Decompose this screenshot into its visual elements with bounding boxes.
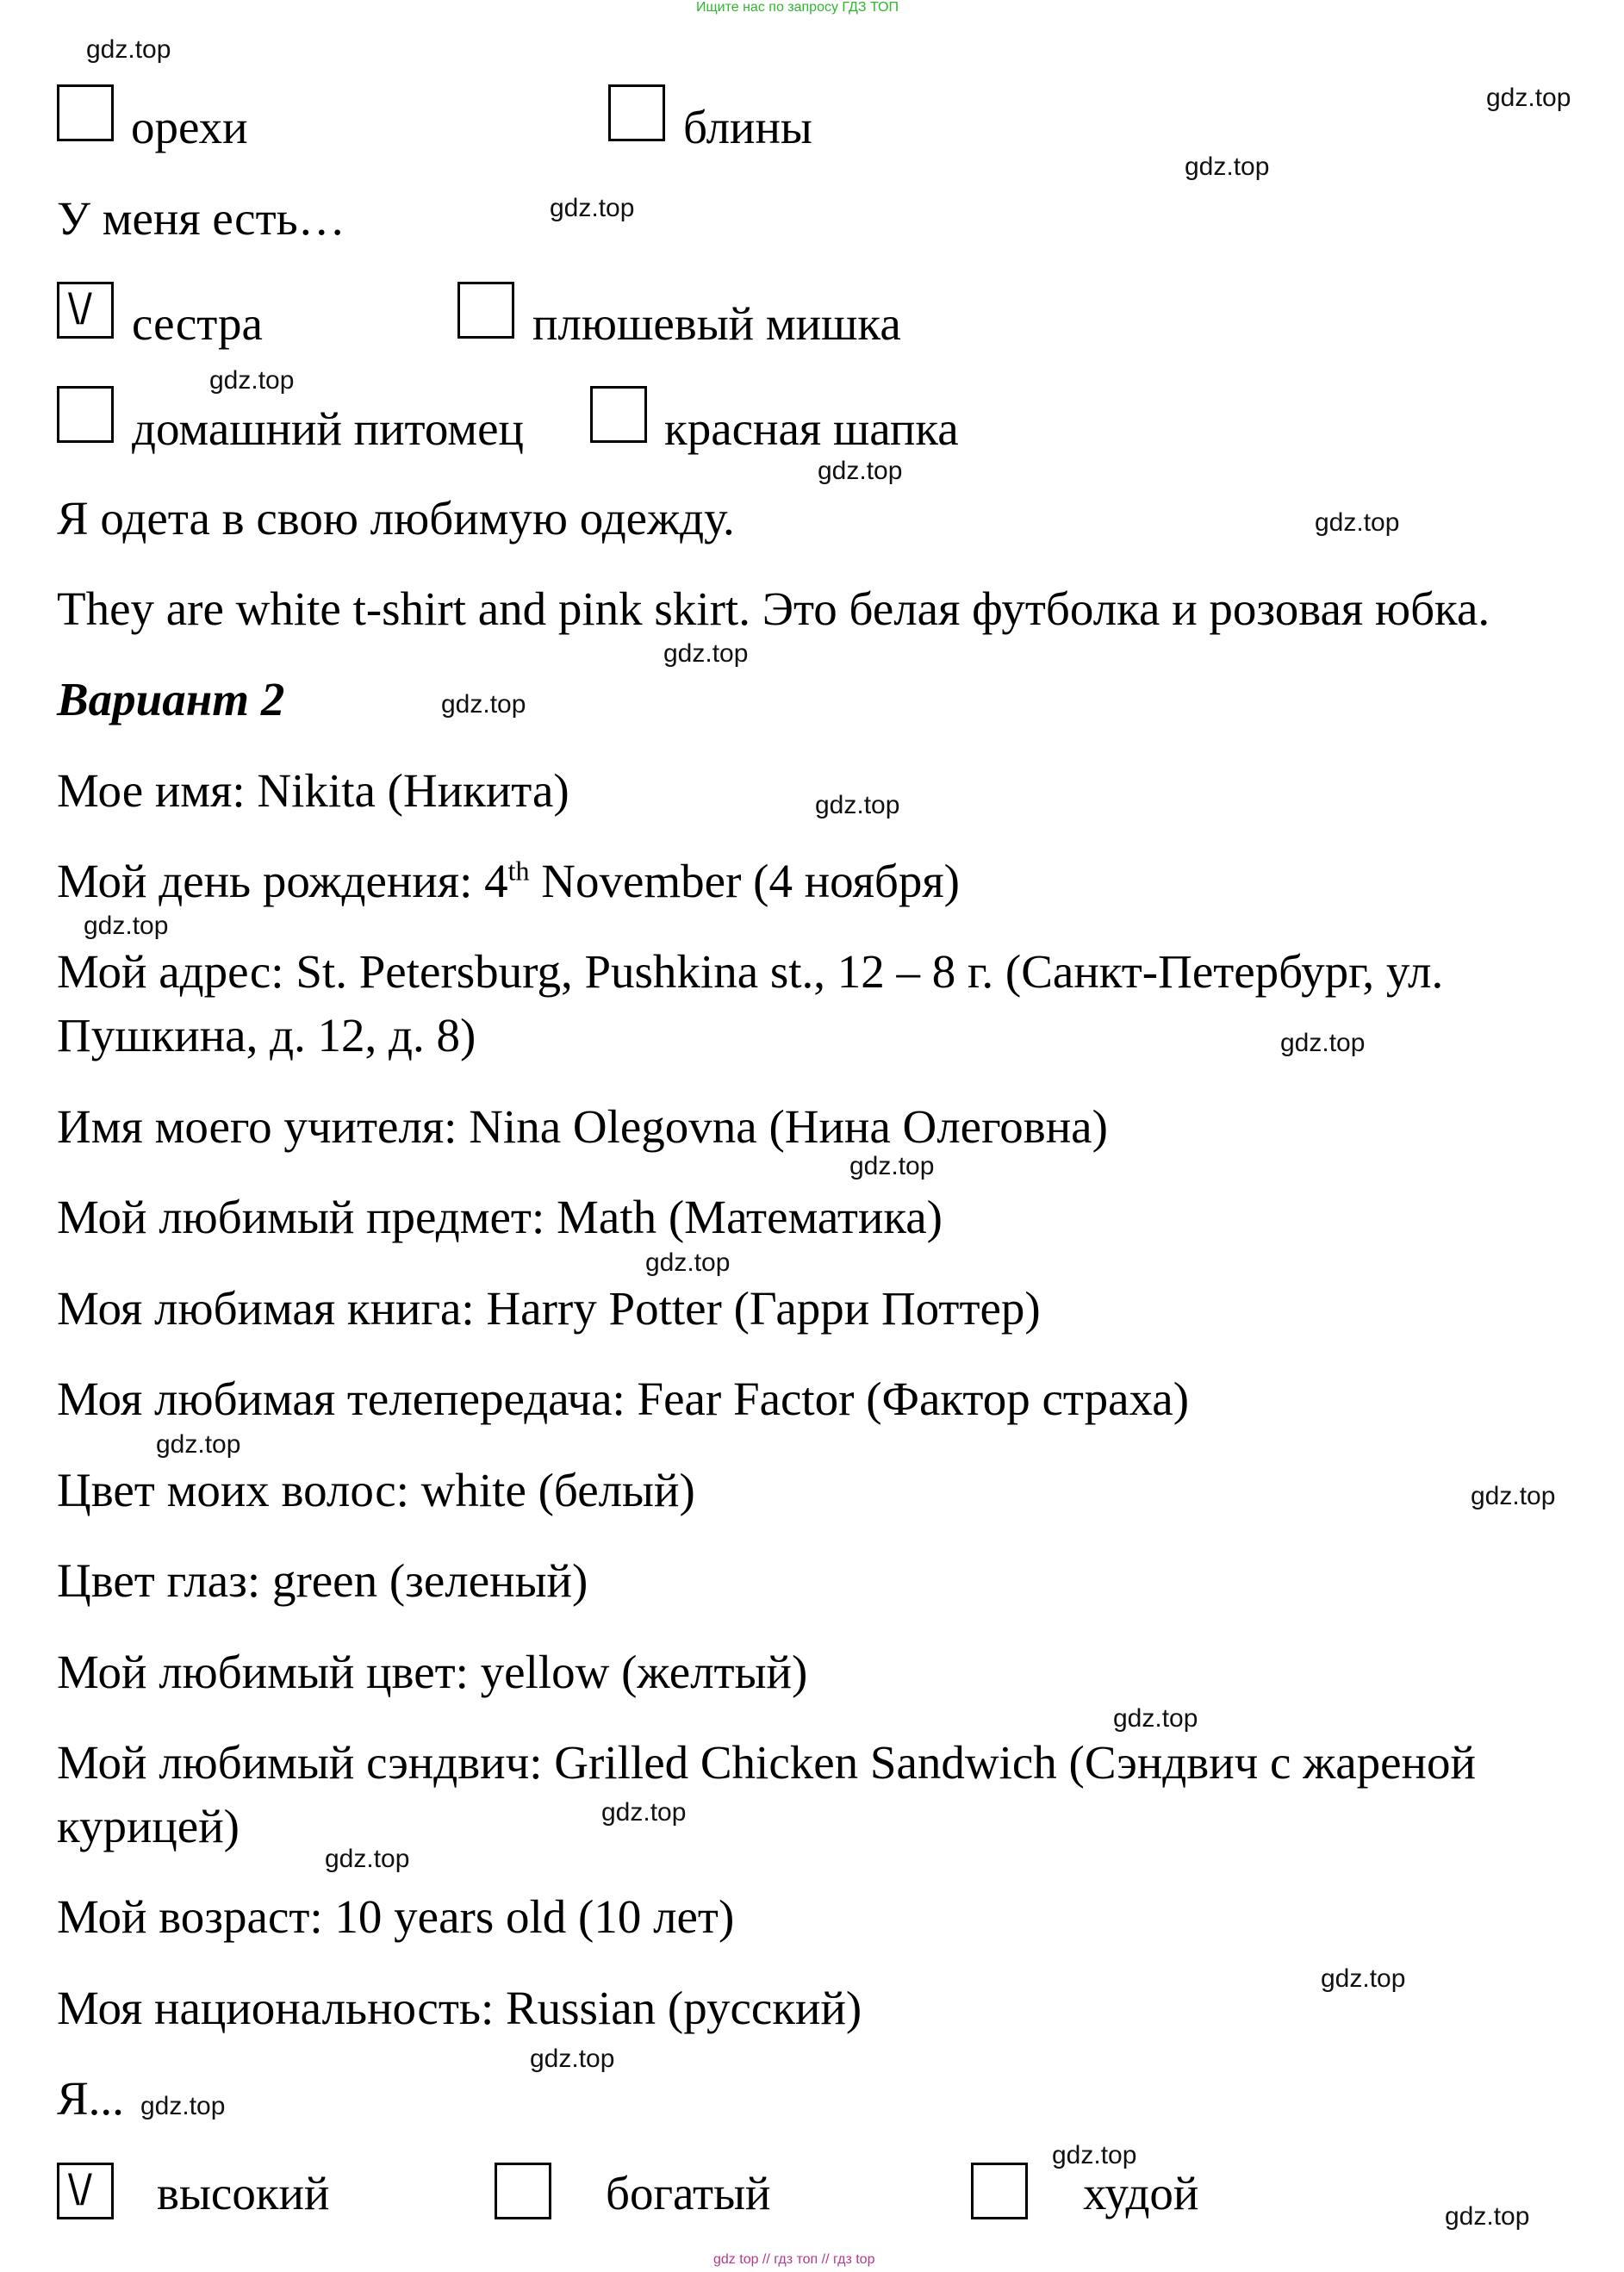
trait-thin-label: худой	[1083, 2167, 1199, 2219]
clothes-line: Я одета в свою любимую одежду.	[57, 492, 735, 545]
watermark: gdz.top	[530, 2045, 615, 2073]
watermark: gdz.top	[86, 35, 171, 64]
checkbox-teddy-bear[interactable]	[457, 282, 514, 339]
watermark: gdz.top	[325, 1845, 410, 1873]
watermark: gdz.top	[1445, 2202, 1530, 2231]
watermark: gdz.top	[550, 194, 635, 222]
checkbox-red-hat[interactable]	[590, 386, 647, 443]
watermark: gdz.top	[601, 1798, 687, 1827]
option-red-hat-label: красная шапка	[664, 402, 959, 455]
answer-hair: Цвет моих волос: white (белый)	[57, 1464, 695, 1516]
checkbox-sister[interactable]	[57, 282, 114, 339]
watermark: gdz.top	[815, 791, 900, 819]
option-pancakes-label: блины	[683, 101, 812, 153]
check-mark-icon: \/	[68, 2166, 92, 2214]
answer-sandwich-line-2: курицей)	[57, 1800, 240, 1852]
watermark: gdz.top	[1471, 1482, 1556, 1510]
clothes-answer: They are white t-shirt and pink skirt. Это белая футболка и розовая юбка.	[57, 582, 1490, 635]
checkbox-rich[interactable]	[495, 2163, 551, 2219]
watermark: gdz.top	[1280, 1029, 1366, 1057]
watermark: gdz.top	[156, 1430, 241, 1459]
checkbox-tall[interactable]	[57, 2163, 114, 2219]
answer-address-line-2: Пушкина, д. 12, д. 8)	[57, 1009, 476, 1061]
watermark: gdz.top	[140, 2092, 226, 2120]
top-search-note: Ищите нас по запросу ГДЗ ТОП	[696, 0, 899, 15]
watermark: gdz.top	[1321, 1964, 1406, 1993]
trait-rich-label: богатый	[606, 2167, 771, 2219]
option-teddy-bear-label: плюшевый мишка	[532, 297, 901, 350]
watermark: gdz.top	[1486, 84, 1571, 112]
answer-subject: Мой любимый предмет: Math (Математика)	[57, 1191, 943, 1243]
option-sister-label: сестра	[132, 297, 263, 350]
watermark: gdz.top	[1052, 2141, 1137, 2169]
answer-tv-show: Моя любимая телепередача: Fear Factor (Фактор страха)	[57, 1373, 1190, 1425]
have-prompt: У меня есть…	[57, 192, 345, 245]
variant-2-heading: Вариант 2	[57, 673, 285, 725]
i-am-prompt: Я...	[57, 2072, 124, 2125]
watermark: gdz.top	[84, 912, 169, 940]
watermark: gdz.top	[849, 1152, 935, 1180]
checkbox-thin[interactable]	[971, 2163, 1028, 2219]
watermark: gdz.top	[209, 366, 295, 395]
trait-tall-label: высокий	[157, 2167, 330, 2219]
checkbox-nuts[interactable]	[57, 84, 114, 141]
answer-sandwich-line-1: Мой любимый сэндвич: Grilled Chicken Sandwich (Сэндвич с жареной	[57, 1736, 1476, 1789]
watermark: gdz.top	[645, 1248, 731, 1277]
answer-name: Мое имя: Nikita (Никита)	[57, 764, 569, 817]
watermark: gdz.top	[818, 457, 903, 485]
watermark: gdz.top	[1113, 1704, 1198, 1733]
checkbox-pet[interactable]	[57, 386, 114, 443]
answer-nationality: Моя национальность: Russian (русский)	[57, 1982, 862, 2034]
checkbox-pancakes[interactable]	[608, 84, 665, 141]
answer-address-line-1: Мой адрес: St. Petersburg, Pushkina st., 12 – 8 г. (Санкт-Петербург, ул.	[57, 945, 1444, 998]
footer-note: gdz top // гдз топ // гдз top	[713, 2252, 875, 2267]
answer-birthday: Мой день рождения: 4th November (4 ноября)	[57, 855, 960, 907]
answer-teacher: Имя моего учителя: Nina Olegovna (Нина Олеговна)	[57, 1100, 1108, 1153]
answer-age: Мой возраст: 10 years old (10 лет)	[57, 1890, 735, 1943]
option-nuts-label: орехи	[131, 101, 248, 153]
check-mark-icon: \/	[68, 285, 92, 333]
answer-color: Мой любимый цвет: yellow (желтый)	[57, 1646, 808, 1698]
answer-eyes: Цвет глаз: green (зеленый)	[57, 1554, 588, 1607]
watermark: gdz.top	[663, 639, 749, 668]
watermark: gdz.top	[1315, 508, 1400, 537]
watermark: gdz.top	[1185, 153, 1270, 181]
watermark: gdz.top	[441, 690, 526, 719]
answer-book: Моя любимая книга: Harry Potter (Гарри Поттер)	[57, 1282, 1041, 1335]
option-pet-label: домашний питомец	[132, 402, 524, 455]
birthday-superscript: th	[507, 855, 530, 887]
